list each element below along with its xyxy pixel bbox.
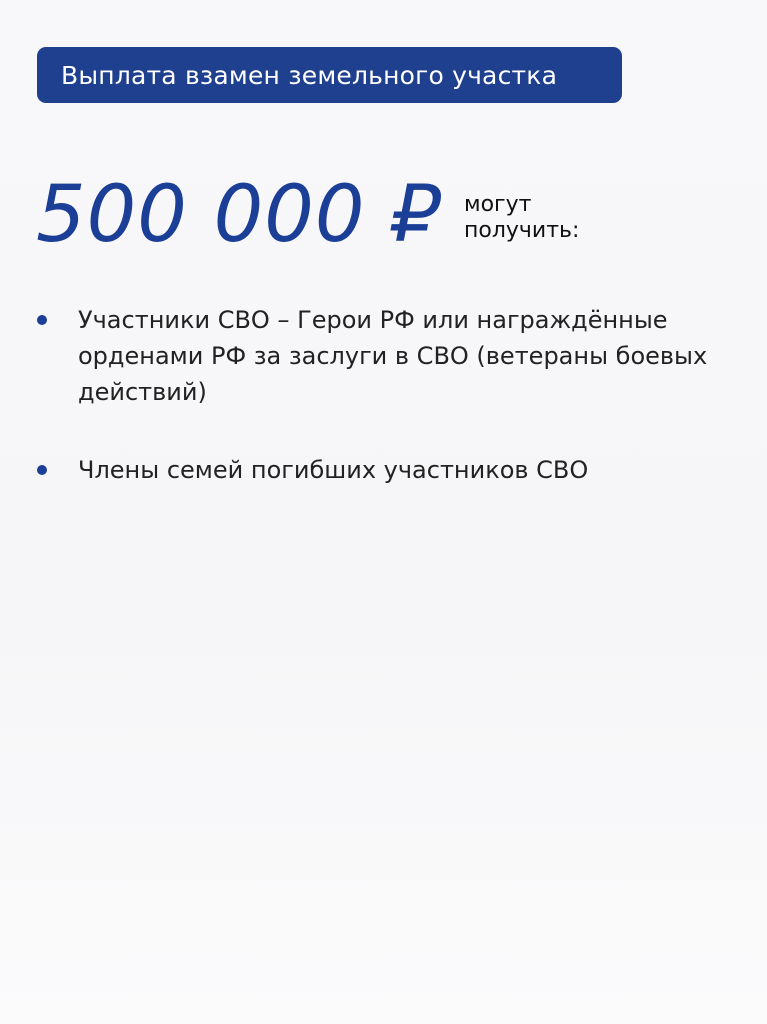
list-item xyxy=(34,452,734,488)
page-title: Выплата взамен земельного участка xyxy=(61,60,558,90)
amount-caption-line-1: могут xyxy=(464,192,532,217)
bullet-icon xyxy=(37,465,47,475)
amount-caption xyxy=(464,192,579,244)
list-item xyxy=(34,302,734,410)
payment-amount: 500 000 ₽ xyxy=(36,170,442,260)
bullet-icon xyxy=(37,315,47,325)
title-banner xyxy=(37,47,622,103)
eligibility-list xyxy=(34,302,734,530)
amount-caption-line-2: получить: xyxy=(464,218,580,243)
list-item-text: Члены семей погибших участников СВО xyxy=(78,456,589,484)
list-item-text: Участники СВО – Герои РФ или награждённые орденами РФ за заслуги в СВО (ветераны боевых действий) xyxy=(78,306,708,406)
